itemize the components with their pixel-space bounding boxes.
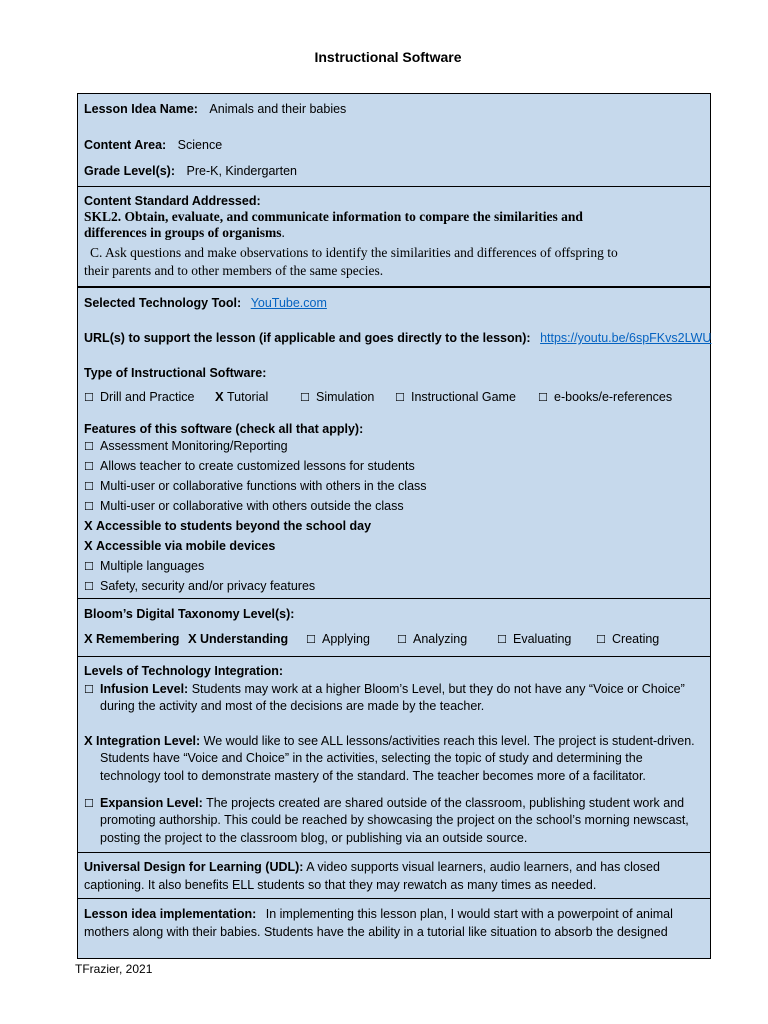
checkbox-checked-icon: X — [84, 518, 93, 533]
checkbox-empty-icon: ☐ — [84, 461, 94, 473]
feature-item[interactable] — [84, 538, 702, 554]
content-area-row — [84, 137, 702, 153]
option-label: Instructional Game — [411, 390, 516, 404]
integration-level-text-3: technology tool to demonstrate mastery of the standard. The teacher becomes more of a facilitator. — [100, 769, 646, 783]
feature-item[interactable] — [84, 558, 702, 575]
checkbox-empty-icon: ☐ — [497, 634, 507, 646]
option-label: Simulation — [316, 390, 375, 404]
technology-tool-cell — [78, 286, 710, 598]
software-type-options — [84, 389, 702, 405]
content-area-value: Science — [177, 138, 223, 152]
expansion-level-name: Expansion Level: — [100, 796, 203, 810]
selected-tool-row — [84, 295, 702, 311]
feature-label: Assessment Monitoring/Reporting — [100, 439, 288, 453]
grade-level-value: Pre-K, Kindergarten — [186, 164, 297, 178]
checkbox-checked-icon: X — [215, 389, 224, 404]
expansion-level-row[interactable] — [84, 795, 702, 812]
integration-levels-cell — [78, 656, 710, 852]
software-type-label: Type of Instructional Software: — [84, 366, 267, 380]
integration-level-name: Integration Level: — [96, 734, 201, 748]
checkbox-empty-icon: ☐ — [84, 561, 94, 573]
feature-item[interactable] — [84, 458, 702, 475]
infusion-level-row[interactable] — [84, 681, 702, 698]
option-label: Applying — [322, 632, 370, 646]
implementation-text-1: In implementing this lesson plan, I would start with a powerpoint of animal — [265, 907, 673, 921]
option-label: Remembering — [96, 632, 180, 646]
feature-item[interactable] — [84, 518, 702, 534]
youtube-link[interactable]: YouTube.com — [250, 296, 327, 310]
checkbox-empty-icon: ☐ — [84, 501, 94, 513]
checkbox-empty-icon: ☐ — [84, 441, 94, 453]
checkbox-empty-icon: ☐ — [300, 392, 310, 404]
option-remembering[interactable] — [84, 631, 179, 647]
option-label: Evaluating — [513, 632, 572, 646]
option-tutorial[interactable] — [215, 389, 268, 405]
url-label: URL(s) to support the lesson (if applicable and goes directly to the lesson): — [84, 331, 531, 345]
infusion-level-text-2: during the activity and most of the decisions are made by the teacher. — [100, 699, 485, 713]
udl-text-2: captioning. It also benefits ELL students so that they may rewatch as many times as needed. — [84, 878, 597, 892]
expansion-level-text-2: promoting authorship. This could be reached by showcasing the project on the school’s morning newscast, — [100, 813, 689, 827]
standard-body-line1: C. Ask questions and make observations to identify the similarities and differences of offspring to — [90, 245, 618, 260]
content-standard-cell — [78, 186, 710, 286]
standard-heading-line2: differences in groups of organisms — [84, 225, 282, 240]
grade-level-row — [84, 163, 702, 179]
checkbox-checked-icon: X — [84, 733, 93, 748]
checkbox-empty-icon: ☐ — [84, 481, 94, 493]
option-instructional-game[interactable] — [395, 389, 516, 406]
integration-level-text-1: We would like to see ALL lessons/activities reach this level. The project is student-driven. — [203, 734, 695, 748]
checkbox-empty-icon: ☐ — [84, 798, 94, 810]
feature-item[interactable] — [84, 438, 702, 455]
lesson-info-cell — [78, 94, 710, 186]
checkbox-empty-icon: ☐ — [84, 581, 94, 593]
udl-label: Universal Design for Learning (UDL): — [84, 860, 304, 874]
option-label: Tutorial — [227, 390, 269, 404]
expansion-level-text-1: The projects created are shared outside of the classroom, publishing student work and — [206, 796, 685, 810]
checkbox-checked-icon: X — [188, 631, 197, 646]
lesson-form-table — [77, 93, 711, 959]
checkbox-empty-icon: ☐ — [397, 634, 407, 646]
feature-label: Multiple languages — [100, 559, 205, 573]
feature-item[interactable] — [84, 578, 702, 595]
option-label: e-books/e-references — [554, 390, 673, 404]
checkbox-empty-icon: ☐ — [538, 392, 548, 404]
content-area-label: Content Area: — [84, 138, 167, 152]
content-standard-label: Content Standard Addressed: — [84, 194, 261, 208]
udl-cell — [78, 852, 710, 898]
standard-heading-period: . — [281, 225, 285, 240]
implementation-row — [84, 906, 702, 922]
features-label: Features of this software (check all that apply): — [84, 422, 364, 436]
udl-text-1: A video supports visual learners, audio learners, and has closed — [306, 860, 660, 874]
feature-label: Accessible via mobile devices — [96, 539, 276, 553]
feature-label: Multi-user or collaborative with others outside the class — [100, 499, 404, 513]
integration-level-row[interactable] — [84, 733, 702, 749]
option-creating[interactable] — [596, 631, 659, 648]
footer-author: TFrazier, 2021 — [75, 962, 153, 976]
feature-label: Allows teacher to create customized lessons for students — [100, 459, 415, 473]
standard-heading-line1: SKL2. Obtain, evaluate, and communicate information to compare the similarities and — [84, 209, 583, 224]
feature-label: Accessible to students beyond the school day — [96, 519, 372, 533]
option-e-books[interactable] — [538, 389, 672, 406]
udl-row — [84, 859, 702, 875]
option-drill-and-practice[interactable] — [84, 389, 194, 406]
option-label: Understanding — [200, 632, 289, 646]
checkbox-empty-icon: ☐ — [306, 634, 316, 646]
url-row — [84, 330, 712, 346]
blooms-options — [84, 631, 702, 647]
standard-heading-line2-row — [84, 225, 702, 241]
feature-item[interactable] — [84, 498, 702, 515]
integration-levels-label: Levels of Technology Integration: — [84, 664, 284, 678]
option-label: Drill and Practice — [100, 390, 195, 404]
checkbox-empty-icon: ☐ — [596, 634, 606, 646]
infusion-level-text-1: Students may work at a higher Bloom’s Level, but they do not have any “Voice or Choice” — [191, 682, 685, 696]
lesson-video-link[interactable]: https://youtu.be/6spFKvs2LWU — [540, 331, 712, 345]
checkbox-checked-icon: X — [84, 538, 93, 553]
lesson-idea-value: Animals and their babies — [209, 102, 347, 116]
grade-level-label: Grade Level(s): — [84, 164, 176, 178]
option-label: Creating — [612, 632, 660, 646]
feature-label: Safety, security and/or privacy features — [100, 579, 316, 593]
option-applying[interactable] — [306, 631, 370, 648]
option-simulation[interactable] — [300, 389, 374, 406]
standard-body-line2: their parents and to other members of the same species. — [84, 263, 384, 278]
selected-tool-label: Selected Technology Tool: — [84, 296, 242, 310]
implementation-label: Lesson idea implementation: — [84, 907, 257, 921]
implementation-text-2: mothers along with their babies. Students have the ability in a tutorial like situation to absorb the designed — [84, 925, 668, 939]
option-label: Analyzing — [413, 632, 468, 646]
feature-item[interactable] — [84, 478, 702, 495]
blooms-label: Bloom’s Digital Taxonomy Level(s): — [84, 607, 295, 621]
lesson-idea-row — [84, 101, 702, 117]
infusion-level-name: Infusion Level: — [100, 682, 189, 696]
checkbox-empty-icon: ☐ — [84, 392, 94, 404]
option-analyzing[interactable] — [397, 631, 467, 648]
checkbox-empty-icon: ☐ — [395, 392, 405, 404]
feature-label: Multi-user or collaborative functions with others in the class — [100, 479, 427, 493]
option-evaluating[interactable] — [497, 631, 571, 648]
implementation-cell — [78, 898, 710, 958]
blooms-taxonomy-cell — [78, 598, 710, 656]
option-understanding[interactable] — [188, 631, 288, 647]
checkbox-empty-icon: ☐ — [84, 684, 94, 696]
integration-level-text-2: Students have “Voice and Choice” in the activities, selecting the topic of study and determining the — [100, 751, 643, 765]
lesson-idea-label: Lesson Idea Name: — [84, 102, 198, 116]
checkbox-checked-icon: X — [84, 631, 93, 646]
document-title: Instructional Software — [314, 49, 462, 65]
expansion-level-text-3: posting the project to the classroom blog, or publishing via an outside source. — [100, 831, 528, 845]
